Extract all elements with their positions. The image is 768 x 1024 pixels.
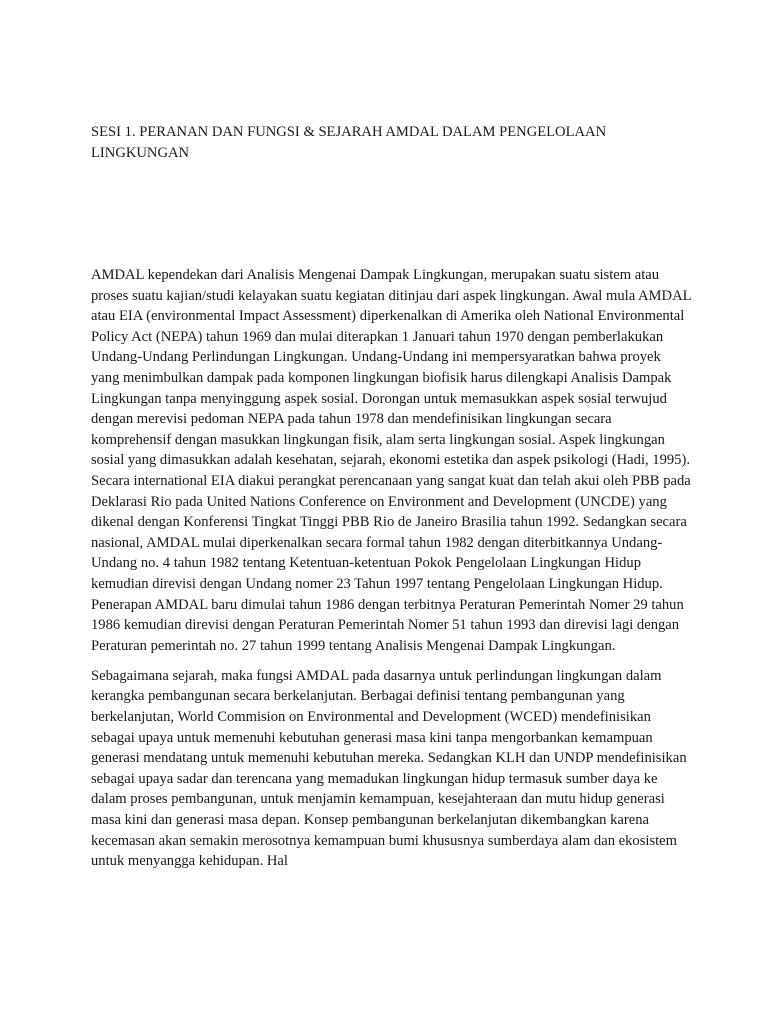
paragraph-amdal-function: Sebagaimana sejarah, maka fungsi AMDAL pada dasarnya untuk perlindungan lingkungan dalam kerangka pembangunan secara berkelanjutan. Berbagai definisi tentang pembangunan yang berkelanjutan, World Commision on Environmental and Development (WCED) mendefinisikan sebagai upaya untuk memenuhi kebutuhan generasi masa kini tanpa mengorbankan kemampuan generasi mendatang untuk memenuhi kebutuhan mereka. Sedangkan KLH dan UNDP mendefinisikan sebagai upaya sadar dan terencana yang memadukan lingkungan hidup termasuk sumber daya ke dalam proses pembangunan, untuk menjamin kemampuan, kesejahteraan dan mutu hidup generasi masa kini dan generasi masa depan. Konsep pembangunan berkelanjutan dikembangkan karena kecemasan akan semakin merosotnya kemampuan bumi khususnya sumberdaya alam dan ekosistem untuk menyangga kehidupan. Hal [91, 667, 687, 870]
document-title: SESI 1. PERANAN DAN FUNGSI & SEJARAH AMDAL DALAM PENGELOLAAN LINGKUNGAN [91, 124, 607, 161]
document-body [91, 265, 691, 881]
paragraph-amdal-history: AMDAL kependekan dari Analisis Mengenai Dampak Lingkungan, merupakan suatu sistem atau proses suatu kajian/studi kelayakan suatu kegiatan ditinjau dari aspek lingkungan. Awal mula AMDAL atau EIA (environmental Impact Assessment) diperkenalkan di Amerika oleh National Environmental Policy Act (NEPA) tahun 1969 dan mulai diterapkan 1 Januari tahun 1970 dengan pemberlakukan Undang-Undang Perlindungan Lingkungan. Undang-Undang ini mempersyaratkan bahwa proyek yang menimbulkan dampak pada komponen lingkungan biofisik harus dilengkapi Analisis Dampak Lingkungan tanpa menyinggung aspek sosial. Dorongan untuk memasukkan aspek sosial terwujud dengan merevisi pedoman NEPA pada tahun 1978 dan mendefinisikan lingkungan secara komprehensif dengan masukkan lingkungan fisik, alam serta lingkungan sosial. Aspek lingkungan sosial yang dimasukkan adalah kesehatan, sejarah, ekonomi estetika dan aspek psikologi (Hadi, 1995). Secara international EIA diakui perangkat perencanaan yang sangat kuat dan telah akui oleh PBB pada Deklarasi Rio pada United Nations Conference on Environment and Development (UNCDE) yang dikenal dengan Konferensi Tingkat Tinggi PBB Rio de Janeiro Brasilia tahun 1992. Sedangkan secara nasional, AMDAL mulai diperkenalkan secara formal tahun 1982 dengan diterbitkannya Undang-Undang no. 4 tahun 1982 tentang Ketentuan-ketentuan Pokok Pengelolaan Lingkungan Hidup kemudian direvisi dengan Undang nomer 23 Tahun 1997 tentang Pengelolaan Lingkungan Hidup. Penerapan AMDAL baru dimulai tahun 1986 dengan terbitnya Peraturan Pemerintah Nomer 29 tahun 1986 kemudian direvisi dengan Peraturan Pemerintah Nomer 51 tahun 1993 dan direvisi lagi dengan Peraturan pemerintah no. 27 tahun 1999 tentang Analisis Mengenai Dampak Lingkungan. [91, 267, 691, 654]
